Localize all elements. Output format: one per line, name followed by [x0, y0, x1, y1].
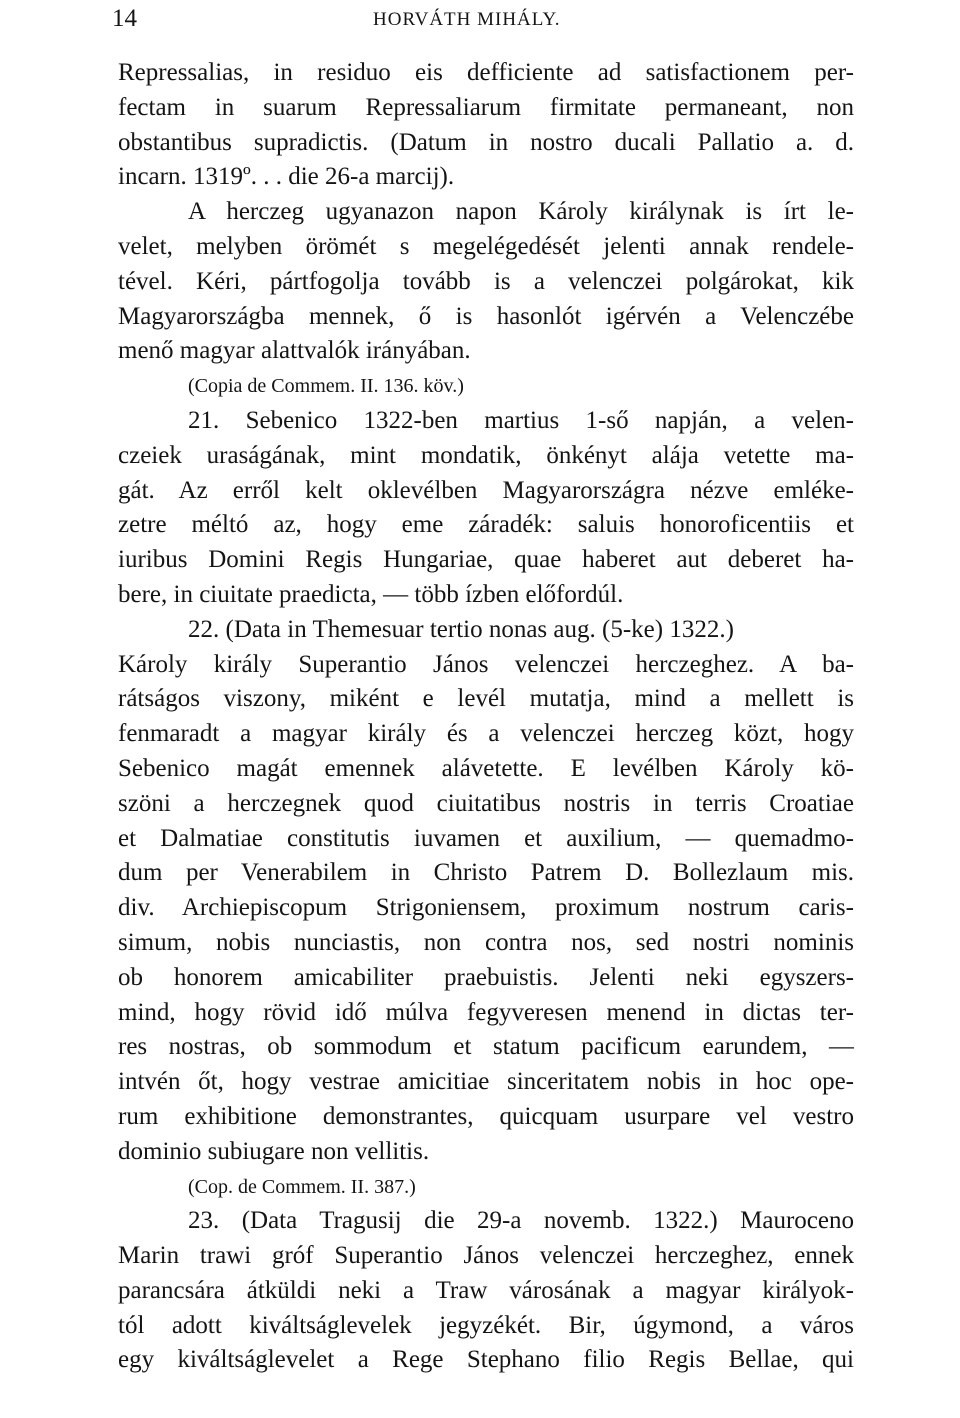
text-line: tével. Kéri, pártfogolja tovább is a velenczei polgárokat, kik — [118, 267, 854, 295]
text-line: dominio subiugare non vellitis. — [118, 1137, 430, 1165]
text-line: fectam in suarum Repressaliarum firmitate permaneant, non — [118, 93, 854, 121]
text-line: parancsára átküldi neki a Traw városának a magyar királyok- — [118, 1276, 854, 1304]
text-line: czeiek uraságának, mint mondatik, önkényt alája vetette ma- — [118, 441, 854, 469]
text-line: bere, in ciuitate praedicta, — több ízben előfordúl. — [118, 580, 624, 608]
citation: (Copia de Commem. II. 136. köv.) — [188, 375, 464, 398]
text-line: egy kiváltságlevelet a Rege Stephano filio Regis Bellae, qui — [118, 1346, 854, 1374]
text-line: Marin trawi gróf Superantio János velenczei herczeghez, ennek — [118, 1242, 854, 1270]
text-line: Sebenico magát emennek alávetette. E levélben Károly kö- — [118, 754, 854, 782]
text-line: dum per Venerabilem in Christo Patrem D. Bollezlaum mis. — [118, 859, 854, 887]
page-header — [112, 4, 852, 34]
text-line: Károly király Superantio János velenczei herczeghez. A ba- — [118, 650, 854, 678]
text-line: rátságos viszony, miként e levél mutatja, mind a mellett is — [118, 685, 854, 713]
text-line: zetre méltó az, hogy eme záradék: saluis honoroficentiis et — [118, 511, 854, 539]
text-line: szöni a herczegnek quod ciuitatibus nostris in terris Croatiae — [118, 789, 854, 817]
text-line: gát. Az erről kelt oklevélben Magyarországra nézve emléke- — [118, 476, 854, 504]
text-line: ob honorem amicabiliter praebuistis. Jelenti neki egyszers- — [118, 963, 854, 991]
text-line: iuribus Domini Regis Hungariae, quae haberet aut deberet ha- — [118, 546, 854, 574]
text-line: Repressalias, in residuo eis defficiente ad satisfactionem per- — [118, 59, 854, 86]
text-line: intvén őt, hogy vestrae amicitiae sinceritatem nobis in hoc ope- — [118, 1068, 854, 1096]
citation: (Cop. de Commem. II. 387.) — [188, 1175, 416, 1198]
text-line: 21. Sebenico 1322-ben martius 1-ső napján, a velen- — [188, 406, 854, 434]
text-line: fenmaradt a magyar király és a velenczei herczeg közt, hogy — [118, 720, 854, 748]
text-line: incarn. 1319º. . . die 26-a marcij). — [118, 163, 455, 191]
running-head: HORVÁTH MIHÁLY. — [373, 9, 561, 30]
text-line: obstantibus supradictis. (Datum in nostro ducali Pallatio a. d. — [118, 128, 854, 156]
page-number: 14 — [112, 5, 137, 32]
text-line: Magyarországba mennek, ő is hasonlót igérvén a Velenczébe — [118, 302, 854, 330]
text-line: et Dalmatiae constitutis iuvamen et auxilium, — quemadmo- — [118, 824, 854, 852]
text-line: res nostras, ob sommodum et statum pacificum earundem, — — [118, 1033, 854, 1061]
text-line: tól adott kiváltságlevelek jegyzékét. Bir, úgymond, a város — [118, 1311, 854, 1339]
text-line: div. Archiepiscopum Strigoniensem, proximum nostrum caris- — [118, 894, 854, 922]
text-line: 23. (Data Tragusij die 29-a novemb. 1322.) Mauroceno — [188, 1207, 854, 1235]
text-line: simum, nobis nunciastis, non contra nos, sed nostri nominis — [118, 928, 854, 956]
text-line: menő magyar alattvalók irányában. — [118, 337, 471, 365]
text-line: mind, hogy rövid idő múlva fegyveresen menend in dictas ter- — [118, 998, 854, 1026]
text-line: rum exhibitione demonstrantes, quicquam usurpare vel vestro — [118, 1102, 854, 1130]
text-line: velet, melyben örömét s megelégedését jelenti annak rendele- — [118, 232, 854, 260]
text-line: 22. (Data in Themesuar tertio nonas aug. (5-ke) 1322.) — [188, 615, 734, 643]
text-line: A herczeg ugyanazon napon Károly királynak is írt le- — [188, 198, 854, 226]
body-text — [118, 56, 854, 1378]
